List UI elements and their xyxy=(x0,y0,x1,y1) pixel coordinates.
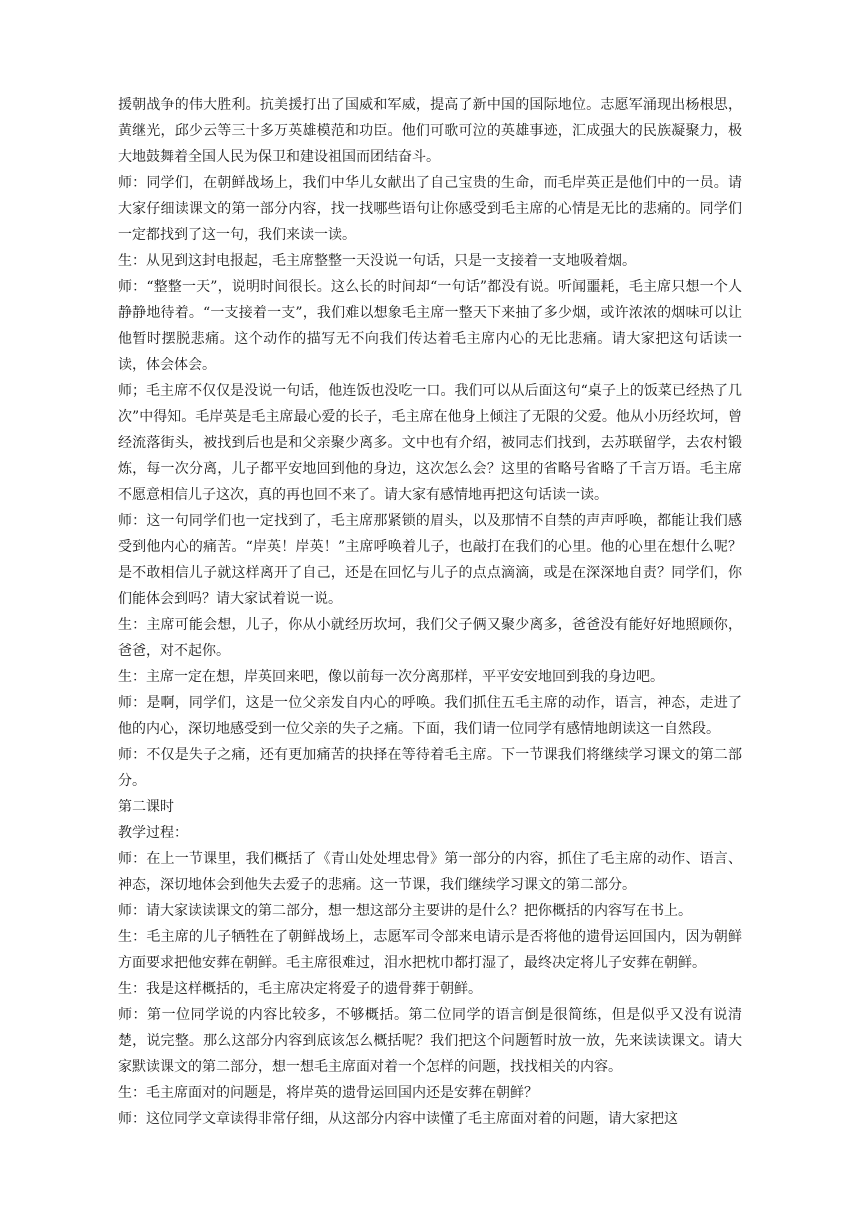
paragraph-5: 师；毛主席不仅仅是没说一句话，他连饭也没吃一口。我们可以从后面这句“桌子上的饭菜已经热了几次”中得知。毛岸英是毛主席最心爱的长子，毛主席在他身上倾注了无限的父爱。他从小历经坎坷，曾经流落街头，被找到后也是和父亲聚少离多。文中也有介绍，被同志们找到，去苏联留学，去农村锻炼，每一次分离，儿子都平安地回到他的身边，这次怎么会？这里的省略号省略了千言万语。毛主席不愿意相信儿子这次，真的再也回不来了。请大家有感情地再把这句话读一读。 xyxy=(118,383,742,503)
paragraph-19: 师：这位同学文章读得非常仔细，从这部分内容中读懂了毛主席面对着的问题，请大家把这 xyxy=(118,1111,678,1127)
paragraph-16: 生：我是这样概括的，毛主席决定将爱子的遗骨葬于朝鲜。 xyxy=(118,981,482,997)
paragraph-6: 师：这一句同学们也一定找到了，毛主席那紧锁的眉头，以及那情不自禁的声声呼唤，都能让我们感受到他内心的痛苦。“岸英！岸英！”主席呼唤着儿子，也敲打在我们的心里。他的心里在想什么呢？是不敢相信儿子就这样离开了自己，还是在回忆与儿子的点点滴滴，或是在深深地自责？同学们，你们能体会到吗？请大家试着说一说。 xyxy=(118,513,742,607)
paragraph-3: 生：从见到这封电报起，毛主席整整一天没说一句话，只是一支接着一支地吸着烟。 xyxy=(118,253,636,269)
paragraph-17: 师：第一位同学说的内容比较多，不够概括。第二位同学的语言倒是很简练，但是似乎又没有说清楚，说完整。那么这部分内容到底该怎么概括呢？我们把这个问题暂时放一放，先来读读课文。请大家默读课文的第二部分，想一想毛主席面对着一个怎样的问题，找找相关的内容。 xyxy=(118,1007,742,1075)
section-heading: 第二课时 xyxy=(118,799,174,815)
paragraph-2: 师：同学们，在朝鲜战场上，我们中华儿女献出了自己宝贵的生命，而毛岸英正是他们中的一员。请大家仔细读课文的第一部分内容，找一找哪些语句让你感受到毛主席的心情是无比的悲痛的。同学们一定都找到了这一句，我们来读一读。 xyxy=(118,175,742,243)
paragraph-14: 师：请大家读读课文的第二部分，想一想这部分主要讲的是什么？把你概括的内容写在书上。 xyxy=(118,903,692,919)
paragraph-18: 生：毛主席面对的问题是，将岸英的遗骨运回国内还是安葬在朝鲜？ xyxy=(118,1085,538,1101)
paragraph-1: 援朝战争的伟大胜利。抗美援打出了国威和军威，提高了新中国的国际地位。志愿军涌现出杨根思，黄继光，邱少云等三十多万英雄模范和功臣。他们可歌可泣的英雄事迹，汇成强大的民族凝聚力，极大地鼓舞着全国人民为保卫和建设祖国而团结奋斗。 xyxy=(118,97,742,165)
paragraph-9: 师：是啊，同学们，这是一位父亲发自内心的呼唤。我们抓住五毛主席的动作，语言，神态，走进了他的内心，深切地感受到一位父亲的失子之痛。下面，我们请一位同学有感情地朗读这一自然段。 xyxy=(118,695,742,737)
document-body xyxy=(118,92,742,1132)
paragraph-8: 生：主席一定在想，岸英回来吧，像以前每一次分离那样，平平安安地回到我的身边吧。 xyxy=(118,669,664,685)
paragraph-15: 生：毛主席的儿子牺牲在了朝鲜战场上，志愿军司令部来电请示是否将他的遗骨运回国内，因为朝鲜方面要求把他安葬在朝鲜。毛主席很难过，泪水把枕巾都打湿了，最终决定将儿子安葬在朝鲜。 xyxy=(118,929,742,971)
paragraph-7: 生：主席可能会想，儿子，你从小就经历坎坷，我们父子俩又聚少离多，爸爸没有能好好地照顾你，爸爸，对不起你。 xyxy=(118,617,742,659)
paragraph-4: 师：“整整一天”，说明时间很长。这么长的时间却“一句话”都没有说。听闻噩耗，毛主席只想一个人静静地待着。“一支接着一支”，我们难以想象毛主席一整天下来抽了多少烟，或许浓浓的烟味可以让他暂时摆脱悲痛。这个动作的描写无不向我们传达着毛主席内心的无比悲痛。请大家把这句话读一读，体会体会。 xyxy=(118,279,742,373)
paragraph-13: 师：在上一节课里，我们概括了《青山处处埋忠骨》第一部分的内容，抓住了毛主席的动作、语言、神态，深切地体会到他失去爱子的悲痛。这一节课，我们继续学习课文的第二部分。 xyxy=(118,851,742,893)
subsection-heading: 教学过程： xyxy=(118,825,188,841)
paragraph-10: 师：不仅是失子之痛，还有更加痛苦的抉择在等待着毛主席。下一节课我们将继续学习课文的第二部分。 xyxy=(118,747,742,789)
